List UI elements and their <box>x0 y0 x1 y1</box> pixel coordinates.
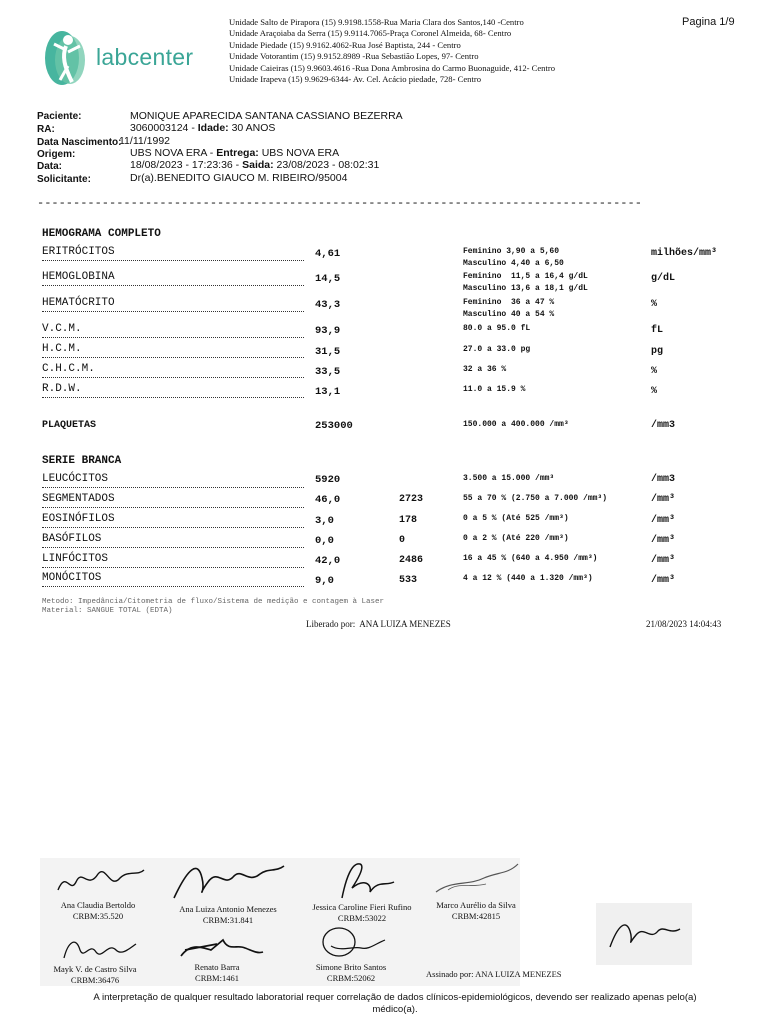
result-unit: milhões/mm³ <box>651 248 718 259</box>
result-name-plaquetas: PLAQUETAS <box>42 420 97 431</box>
result-unit: /mm³ <box>651 575 676 586</box>
result-unit: % <box>651 366 658 377</box>
result-name: LEUCÓCITOS <box>42 473 304 488</box>
handwritten-signature <box>48 860 148 900</box>
result-name: LINFÓCITOS <box>42 553 304 568</box>
patient-origem: UBS NOVA ERA <box>130 147 207 159</box>
result-name: ERITRÓCITOS <box>42 246 304 261</box>
signer-crbm: CRBM:42815 <box>451 910 501 921</box>
result-reference: 11.0 a 15.9 % <box>463 385 526 394</box>
released-by-name: ANA LUIZA MENEZES <box>359 619 451 629</box>
result-value: 3,0 <box>315 515 334 527</box>
page-number: Pagina 1/9 <box>682 16 735 28</box>
patient-solicitante: Dr(a).BENEDITO GIAUCO M. RIBEIRO/95004 <box>130 172 348 184</box>
logo-wordmark: labcenter <box>96 44 194 70</box>
signatures-panel <box>40 858 520 986</box>
signature-block <box>40 928 150 985</box>
label-saida: Saida: <box>242 159 274 171</box>
patient-data: 18/08/2023 - 17:23:36 <box>130 159 233 171</box>
result-absolute: 2486 <box>399 555 424 566</box>
result-value: 0,0 <box>315 535 334 547</box>
result-absolute: 2723 <box>399 494 424 505</box>
result-name: R.D.W. <box>42 383 304 398</box>
result-reference: 0 a 2 % (Até 220 /mm³) <box>463 534 569 543</box>
result-name: SEGMENTADOS <box>42 493 304 508</box>
result-value: 13,1 <box>315 386 341 398</box>
signer-name: Marco Aurélio da Silva <box>436 900 516 910</box>
result-unit: /mm³ <box>651 515 676 526</box>
result-name: EOSINÓFILOS <box>42 513 304 528</box>
signer-name: Simone Brito Santos <box>315 962 387 972</box>
signer-crbm: CRBM:53022 <box>337 912 387 923</box>
patient-nascimento: 11/11/1992 <box>119 135 170 147</box>
result-reference: Feminino 11,5 a 16,4 g/dL Masculino 13,6 a 18,1 g/dL <box>463 272 588 293</box>
signed-by: Assinado por: ANA LUIZA MENEZES <box>426 969 562 979</box>
result-unit: % <box>651 386 658 397</box>
result-name: MONÓCITOS <box>42 572 304 587</box>
result-reference: 27.0 a 33.0 pg <box>463 345 531 354</box>
result-name: HEMATÓCRITO <box>42 297 304 312</box>
material-note: Material: SANGUE TOTAL (EDTA) <box>42 607 173 615</box>
label-ra: RA: <box>37 124 55 135</box>
label-entrega: Entrega: <box>216 147 259 159</box>
result-unit: pg <box>651 346 664 357</box>
signature-block <box>162 930 272 983</box>
unit-line: Unidade Irapeva (15) 9.9629-6344- Av. Cel. Acácio piedade, 728- Centro <box>229 74 482 85</box>
result-value: 46,0 <box>315 494 341 506</box>
result-value: 31,5 <box>315 346 341 358</box>
result-value: 33,5 <box>315 366 341 378</box>
signer-name: Mayk V. de Castro Silva <box>53 964 137 974</box>
result-unit: /mm³ <box>651 535 676 546</box>
signer-name: Renato Barra <box>194 962 240 972</box>
units-list <box>229 17 555 85</box>
signature-block <box>302 858 422 923</box>
handwritten-signature <box>428 860 524 900</box>
result-reference: 80.0 a 95.0 fL <box>463 324 531 333</box>
result-reference: Feminino 36 a 47 % Masculino 40 a 54 % <box>463 298 555 319</box>
handwritten-signature <box>596 903 692 965</box>
logo-figure-icon <box>42 26 94 88</box>
result-unit: /mm³ <box>651 555 676 566</box>
result-value: 4,61 <box>315 248 341 260</box>
label-idade: Idade: <box>197 122 229 134</box>
unit-line: Unidade Piedade (15) 9.9162.4062-Rua José Baptista, 244 - Centro <box>229 39 461 50</box>
label-solicitante: Solicitante: <box>37 174 91 185</box>
result-value: 9,0 <box>315 575 334 587</box>
patient-ra: 3060003124 <box>130 122 189 134</box>
result-value: 43,3 <box>315 299 341 311</box>
handwritten-signature <box>167 930 267 962</box>
result-reference: 3.500 a 15.000 /mm³ <box>463 474 555 483</box>
patient-saida: 23/08/2023 - 08:02:31 <box>273 159 380 171</box>
result-name: C.H.C.M. <box>42 363 304 378</box>
section-title-hemograma: HEMOGRAMA COMPLETO <box>42 228 161 240</box>
signature-block <box>428 860 524 921</box>
label-origem: Origem: <box>37 149 76 160</box>
result-unit: % <box>651 299 658 310</box>
result-reference: 16 a 45 % (640 a 4.950 /mm³) <box>463 554 598 563</box>
result-absolute: 0 <box>399 535 406 546</box>
signer-crbm: CRBM:31.841 <box>202 914 254 925</box>
signer-name: Jessica Caroline Fieri Rufino <box>312 902 412 912</box>
released-by-label: Liberado por: <box>306 619 356 629</box>
signer-crbm: CRBM:36476 <box>70 974 120 985</box>
handwritten-signature <box>50 928 140 964</box>
patient-name: MONIQUE APARECIDA SANTANA CASSIANO BEZERRA <box>130 110 403 122</box>
result-absolute: 178 <box>399 515 418 526</box>
footer-disclaimer: A interpretação de qualquer resultado laboratorial requer correlação de dados clínicos-epidemiológicos, devendo ser realizado apenas pelo(a) médico(a). <box>93 992 697 1015</box>
section-title-serie-branca: SERIE BRANCA <box>42 455 122 467</box>
result-reference: 0 a 5 % (Até 525 /mm³) <box>463 514 569 523</box>
result-reference: 32 a 36 % <box>463 365 507 374</box>
result-value: 93,9 <box>315 325 341 337</box>
result-absolute: 533 <box>399 575 418 586</box>
patient-ra-line: 3060003124 - Idade: 30 ANOS <box>130 122 276 134</box>
handwritten-signature <box>301 918 401 962</box>
signer-crbm: CRBM:52062 <box>326 972 376 983</box>
signature-block <box>296 918 406 983</box>
label-paciente: Paciente: <box>37 111 82 122</box>
result-reference-plaquetas: 150.000 a 400.000 /mm³ <box>463 420 569 429</box>
unit-line: Unidade Araçoiaba da Serra (15) 9.9114.7065-Praça Coronel Almeida, 68- Centro <box>229 28 512 39</box>
label-data: Data: <box>37 161 63 172</box>
result-value-plaquetas: 253000 <box>315 420 353 432</box>
labcenter-logo <box>40 22 200 94</box>
result-unit: /mm³ <box>651 494 676 505</box>
signer-crbm: CRBM:1461 <box>195 972 239 983</box>
result-name: HEMOGLOBINA <box>42 271 304 286</box>
unit-line: Unidade Caieiras (15) 9.9603.4616 -Rua Dona Ambrosina do Carmo Buonaguide, 412- Centro <box>229 62 556 73</box>
result-unit: /mm3 <box>651 474 676 485</box>
released-datetime: 21/08/2023 14:04:43 <box>646 619 722 629</box>
signer-name: Ana Luiza Antonio Menezes <box>179 904 277 914</box>
digital-signature-box <box>596 903 692 965</box>
patient-idade: 30 ANOS <box>228 122 276 134</box>
signature-block <box>43 860 153 921</box>
result-name: V.C.M. <box>42 323 304 338</box>
result-reference: Feminino 3,90 a 5,60 Masculino 4,40 a 6,50 <box>463 247 564 268</box>
signer-crbm: CRBM:35.520 <box>72 910 124 921</box>
result-value: 14,5 <box>315 273 341 285</box>
unit-line: Unidade Salto de Pirapora (15) 9.9198.1558-Rua Maria Clara dos Santos,140 -Centro <box>229 17 524 27</box>
patient-origem-line: UBS NOVA ERA - Entrega: UBS NOVA ERA <box>130 147 340 159</box>
result-name: BASÓFILOS <box>42 533 304 548</box>
result-reference: 4 a 12 % (440 a 1.320 /mm³) <box>463 574 593 583</box>
handwritten-signature <box>168 858 288 904</box>
released-by <box>306 619 451 629</box>
result-unit: g/dL <box>651 273 676 284</box>
method-note: Metodo: Impedância/Citometria de fluxo/Sistema de medição e contagem à Laser <box>42 598 385 606</box>
result-unit-plaquetas: /mm3 <box>651 420 676 431</box>
separator-line: ------------------------------------------------------------------------------------ <box>37 196 642 210</box>
patient-entrega: UBS NOVA ERA <box>258 147 340 159</box>
result-value: 42,0 <box>315 555 341 567</box>
signer-name: Ana Claudia Bertoldo <box>60 900 136 910</box>
unit-line: Unidade Votorantim (15) 9.9152.8989 -Rua Sebastião Lopes, 97- Centro <box>229 51 479 62</box>
signature-block <box>168 858 288 925</box>
result-value: 5920 <box>315 474 341 486</box>
label-data-nascimento: Data Nascimento: <box>37 137 122 148</box>
handwritten-signature <box>312 858 412 902</box>
result-unit: fL <box>651 325 664 336</box>
result-name: H.C.M. <box>42 343 304 358</box>
patient-data-line: 18/08/2023 - 17:23:36 - Saida: 23/08/2023 - 08:02:31 <box>130 159 380 171</box>
result-reference: 55 a 70 % (2.750 a 7.000 /mm³) <box>463 494 608 503</box>
